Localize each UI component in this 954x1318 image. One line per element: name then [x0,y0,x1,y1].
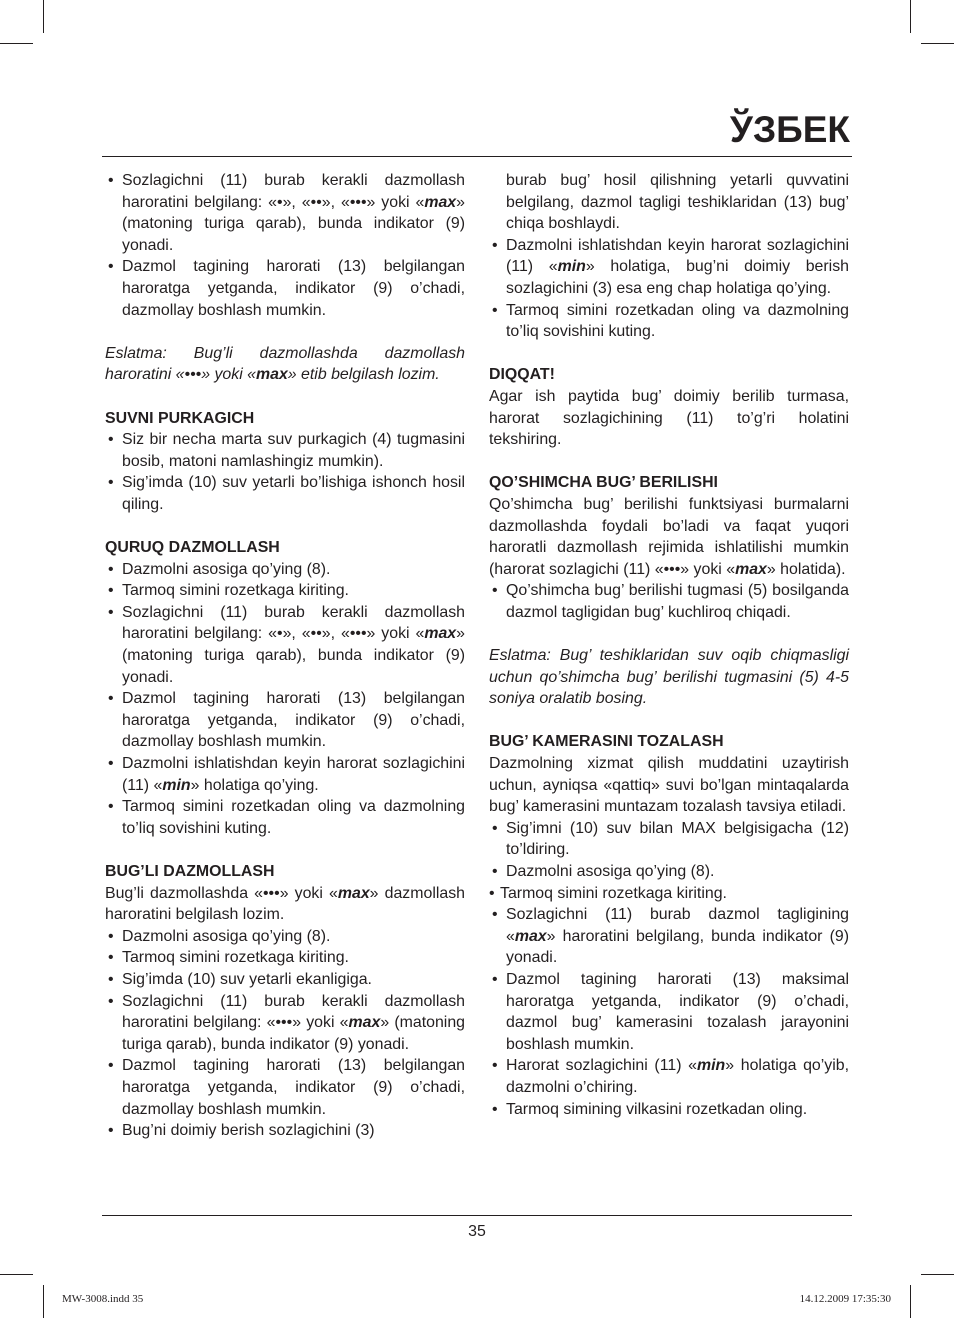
section-heading: DIQQAT! [489,366,555,384]
section-heading: BUG’LI DAZMOLLASH [105,863,275,880]
language-heading: ЎЗБЕК [729,109,850,150]
list-item: • Tarmoq simining vilkasini rozetkadan oling. [489,1099,849,1121]
section-list [105,926,465,1142]
left-column [105,170,465,1142]
continued-list [489,170,849,343]
crop-mark [910,0,911,33]
crop-mark [921,1274,954,1275]
crop-mark [43,0,44,33]
list-item: • Sig’imni (10) suv bilan MAX belgisigacha (12) to’ldiring. [489,818,849,861]
page-number: 35 [468,1223,486,1240]
section-text: Dazmolning xizmat qilish muddatini uzaytirish uchun, ayniqsa «qattiq» suvi bo’lgan mintaqalarda bug’ kamerasini muntazam tozalash tavsiya etiladi. [489,755,849,816]
list-item: • Dazmolni ishlatishdan keyin harorat sozlagichini (11) «min» holatiga, bug’ni doimiy berish sozlagichini (3) esa eng chap holatiga qo’ying. [489,235,849,300]
list-item: • Tarmoq simini rozetkadan oling va dazmolning to’liq sovishini kuting. [105,796,465,839]
list-item: • Tarmoq simini rozetkaga kiriting. [105,947,465,969]
list-item: • Dazmolni asosiga qo’ying (8). [105,926,465,948]
list-item: • Sig’imda (10) suv yetarli ekanligiga. [105,969,465,991]
section-heading: QURUQ DAZMOLLASH [105,539,280,557]
note: Eslatma: Bug’ teshiklaridan suv oqib chiqmasligi uchun qo’shimcha bug’ berilishi tugmasini (5) 4-5 soniya oralatib bosing. [489,647,849,708]
list-item: • Dazmol tagining harorati (13) maksimal haroratga yetganda, indikator (9) o’chadi, dazmol bug’ kamerasini tozalash jarayonini boshlash mumkin. [489,969,849,1055]
list-item: • Harorat sozlagichini (11) «min» holatiga qo’yib, dazmolni o’chiring. [489,1055,849,1098]
footer-rule [102,1215,852,1216]
section-list [489,818,849,1120]
list-item: • Dazmolni asosiga qo’ying (8). [105,559,465,581]
crop-mark [0,1274,33,1275]
section-list [489,580,849,623]
list-item: • Sozlagichni (11) burab kerakli dazmollash haroratini belgilang: «•», «••», «•••» yoki «max» (matoning turiga qarab), bunda indikator (9) yonadi. [105,170,465,256]
list-item-continued: burab bug’ hosil qilishning yetarli quvvatini belgilang, dazmol tagligi teshiklaridan (13) bug’ chiqa boshlaydi. [506,172,849,233]
list-item: • Tarmoq simini rozetkadan oling va dazmolning to’liq sovishini kuting. [489,300,849,343]
crop-mark [43,1285,44,1318]
section-list [105,559,465,840]
crop-mark [0,43,33,44]
list-item: • Dazmolni asosiga qo’ying (8). [489,861,849,883]
list-item: • Sozlagichni (11) burab dazmol tagligining «max» haroratini belgilang, bunda indikator (9) yonadi. [489,904,849,969]
list-item: • Sozlagichni (11) burab kerakli dazmollash haroratini belgilang: «•••» yoki «max» (matoning turiga qarab), bunda indikator (9) yonadi. [105,991,465,1056]
list-item: • Dazmol tagining harorati (13) belgilangan haroratga yetganda, indikator (9) o’chadi, dazmollay boshlash mumkin. [105,256,465,321]
list-item: • Dazmol tagining harorati (13) belgilangan haroratga yetganda, indikator (9) o’chadi, dazmollay boshlash mumkin. [105,1055,465,1120]
section-heading: SUVNI PURKAGICH [105,409,255,427]
list-item: • Tarmoq simini rozetkaga kiriting. [489,883,849,905]
header-rule [102,156,852,157]
note: Eslatma: Bug’li dazmollashda dazmollash haroratini «•••» yoki «max» etib belgilash lozim. [105,344,465,384]
right-column [489,170,849,1120]
list-item: • Dazmol tagining harorati (13) belgilangan haroratga yetganda, indikator (9) o’chadi, dazmollay boshlash mumkin. [105,688,465,753]
section-list [105,429,465,515]
section-heading: QO’SHIMCHA BUG’ BERILISHI [489,474,718,492]
list-item: • Siz bir necha marta suv purkagich (4) tugmasini bosib, matoni namlashingiz mumkin). [105,429,465,472]
section-text: Qo’shimcha bug’ berilishi funktsiyasi burmalarni dazmollashda foydali bo’ladi va faqat yuqori haroratli dazmollash rejimida ishlatilishi mumkin (harorat sozlagichi (11) «•••» yoki «max» holatida). [489,495,849,578]
crop-mark [910,1285,911,1318]
crop-mark [921,43,954,44]
list-item: • Qo’shimcha bug’ berilishi tugmasi (5) bosilganda dazmol tagligidan bug’ kuchliroq chiqadi. [489,580,849,623]
file-slug: MW-3008.indd 35 [62,1293,144,1305]
intro-list [105,170,465,321]
list-item: • Sozlagichni (11) burab kerakli dazmollash haroratini belgilang: «•», «••», «•••» yoki «max» (matoning turiga qarab), bunda indikator (9) yonadi. [105,602,465,688]
list-item: • Tarmoq simini rozetkaga kiriting. [105,580,465,602]
list-item: • Dazmolni ishlatishdan keyin harorat sozlagichini (11) «min» holatiga qo’ying. [105,753,465,796]
date-slug: 14.12.2009 17:35:30 [799,1293,891,1305]
list-item: • Bug’ni doimiy berish sozlagichini (3) [105,1120,465,1142]
section-intro: Bug’li dazmollashda «•••» yoki «max» dazmollash haroratini belgilash lozim. [105,884,466,924]
section-heading: BUG’ KAMERASINI TOZALASH [489,733,724,751]
list-item: • Sig’imda (10) suv yetarli bo’lishiga ishonch hosil qiling. [105,472,465,515]
attention-text: Agar ish paytida bug’ doimiy berilib turmasa, harorat sozlagichining (11) to’g’ri holatini tekshiring. [489,387,849,449]
